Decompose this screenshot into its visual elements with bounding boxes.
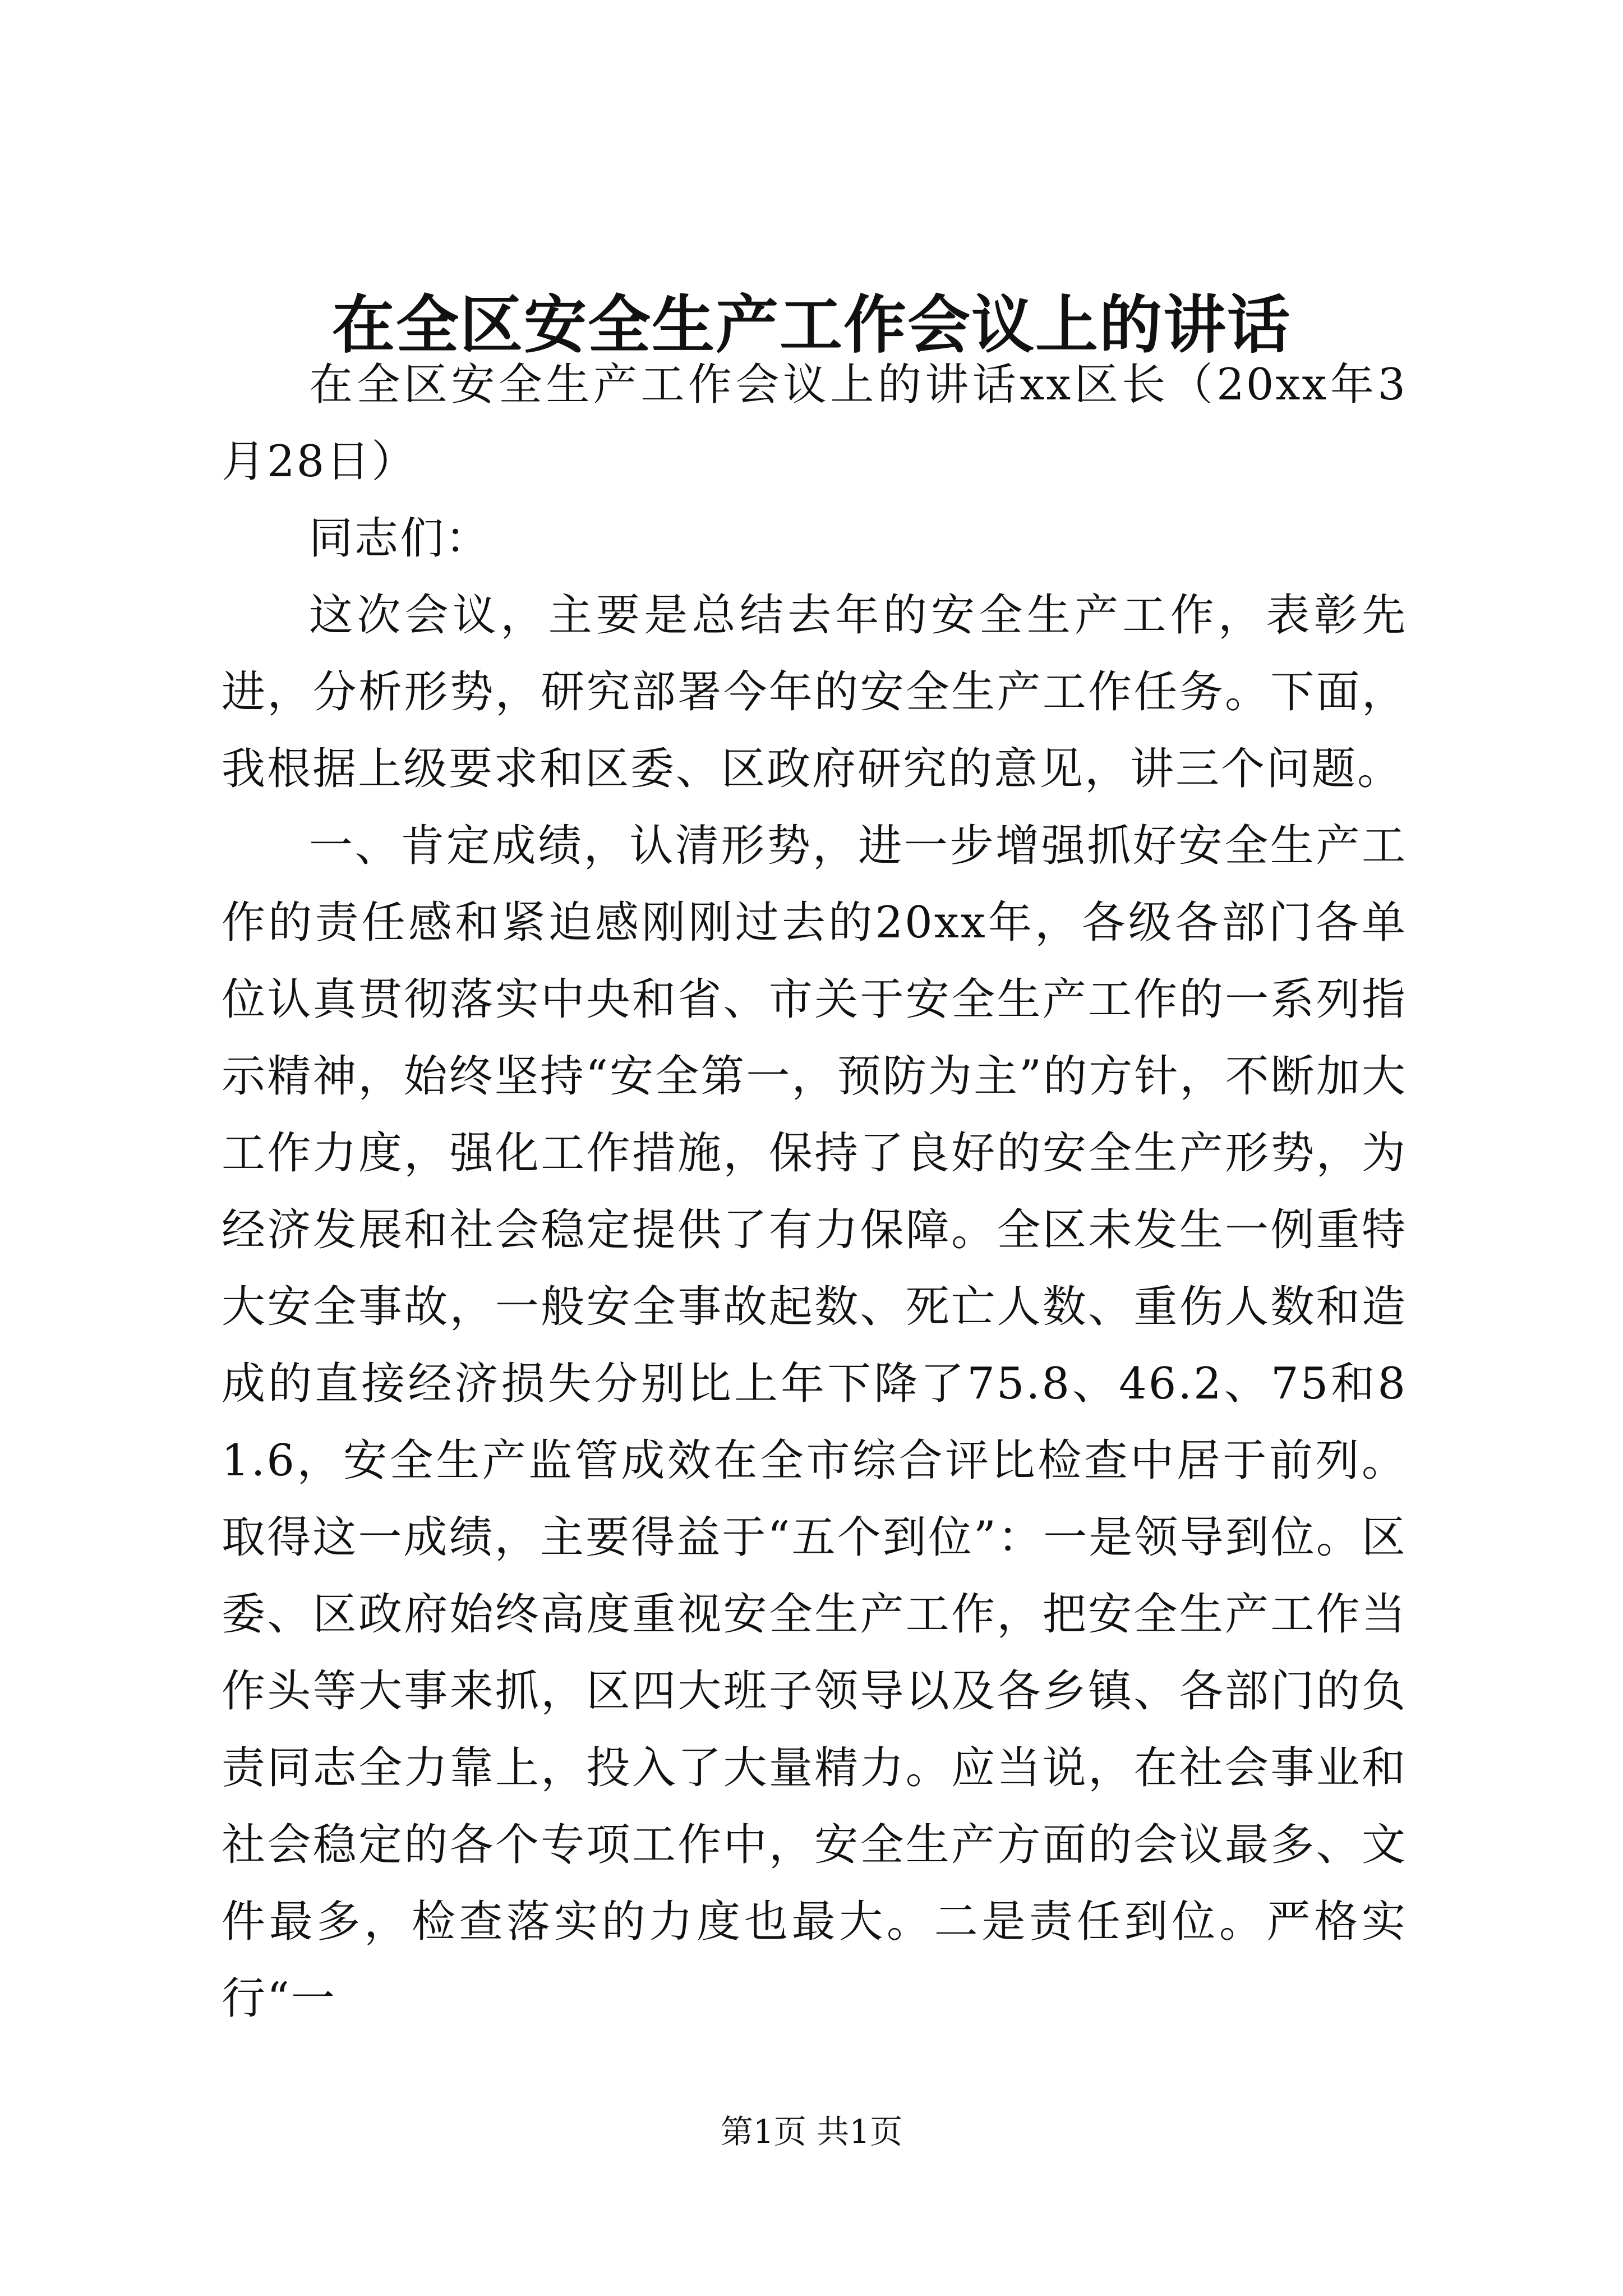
speech-header-paragraph: 在全区安全生产工作会议上的讲话xx区长（20xx年3月28日） bbox=[222, 360, 1407, 487]
section-one-paragraph: 一、肯定成绩，认清形势，进一步增强抓好安全生产工作的责任感和紧迫感刚刚过去的20xx年，各级各部门各单位认真贯彻落实中央和省、市关于安全生产工作的一系列指示精神，始终坚持“安全第一，预防为主”的方针，不断加大工作力度，强化工作措施，保持了良好的安全生产形势，为经济发展和社会稳定提供了有力保障。全区未发生一例重特大安全事故，一般安全事故起数、死亡人数、重伤人数和造成的直接经济损失分别比上年下降了75.8、46.2、75和81.6，安全生产监管成效在全市综合评比检查中居于前列。取得这一成绩，主要得益于“五个到位”：一是领导到位。区委、区政府始终高度重视安全生产工作，把安全生产工作当作头等大事来抓，区四大班子领导以及各乡镇、各部门的负责同志全力靠上，投入了大量精力。应当说，在社会事业和社会稳定的各个专项工作中，安全生产方面的会议最多、文件最多，检查落实的力度也最大。二是责任到位。严格实行“一 bbox=[222, 821, 1407, 2024]
document-body bbox=[222, 347, 1407, 2037]
document-title: 在全区安全生产工作会议上的讲话 bbox=[332, 288, 1291, 362]
salutation-paragraph: 同志们： bbox=[309, 513, 491, 564]
intro-paragraph: 这次会议，主要是总结去年的安全生产工作，表彰先进，分析形势，研究部署今年的安全生产工作任务。下面，我根据上级要求和区委、区政府研究的意见，讲三个问题。 bbox=[222, 590, 1407, 794]
page-number-footer: 第1页 共1页 bbox=[720, 2113, 903, 2151]
